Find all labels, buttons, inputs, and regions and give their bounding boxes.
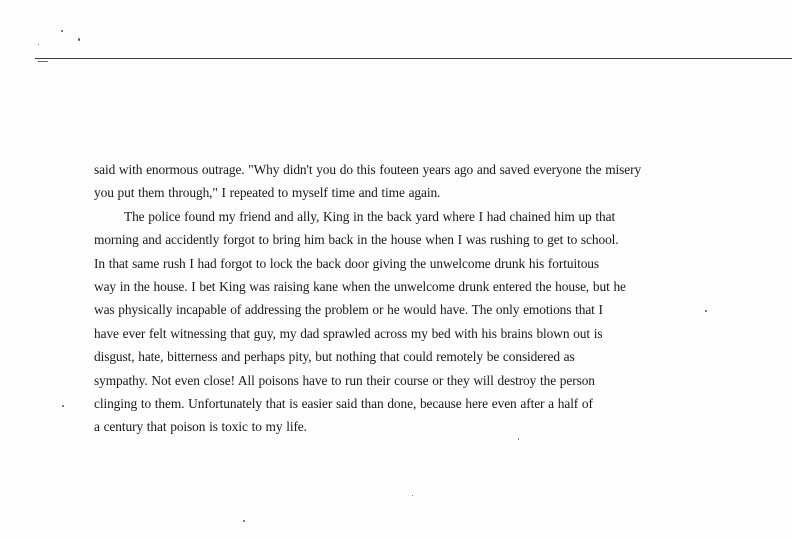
text-line: sympathy. Not even close! All poisons have to run their course or they will destroy the person <box>94 372 595 388</box>
scan-speck <box>412 495 413 496</box>
paragraph-start-line: The police found my friend and ally, King in the back yard where I had chained him up that <box>124 208 616 224</box>
text-line: was physically incapable of addressing the problem or he would have. The only emotions that I <box>94 302 603 318</box>
scan-speck <box>62 405 64 407</box>
text-line: disgust, hate, bitterness and perhaps pity, but nothing that could remotely be considered as <box>94 349 575 365</box>
text-line: morning and accidently forgot to bring him back in the house when I was rushing to get to school. <box>94 232 619 248</box>
body-text <box>94 158 734 439</box>
scan-speck <box>61 30 63 32</box>
scan-speck <box>78 38 80 41</box>
scan-speck <box>518 438 519 440</box>
scan-speck <box>38 44 39 45</box>
text-line: way in the house. I bet King was raising kane when the unwelcome drunk entered the house, but he <box>94 279 626 295</box>
text-line: In that same rush I had forgot to lock the back door giving the unwelcome drunk his fortuitous <box>94 255 599 271</box>
text-line: have ever felt witnessing that guy, my dad sprawled across my bed with his brains blown out is <box>94 325 603 341</box>
scan-speck <box>243 520 245 522</box>
header-rule-mark <box>38 61 48 62</box>
text-line: you put them through," I repeated to myself time and time again. <box>94 185 441 201</box>
text-line: said with enormous outrage. "Why didn't you do this fouteen years ago and saved everyone the misery <box>94 162 642 177</box>
header-rule <box>35 58 792 59</box>
text-line: a century that poison is toxic to my life. <box>94 419 307 435</box>
text-line: clinging to them. Unfortunately that is easier said than done, because here even after a half of <box>94 396 593 412</box>
scan-speck <box>705 310 707 312</box>
